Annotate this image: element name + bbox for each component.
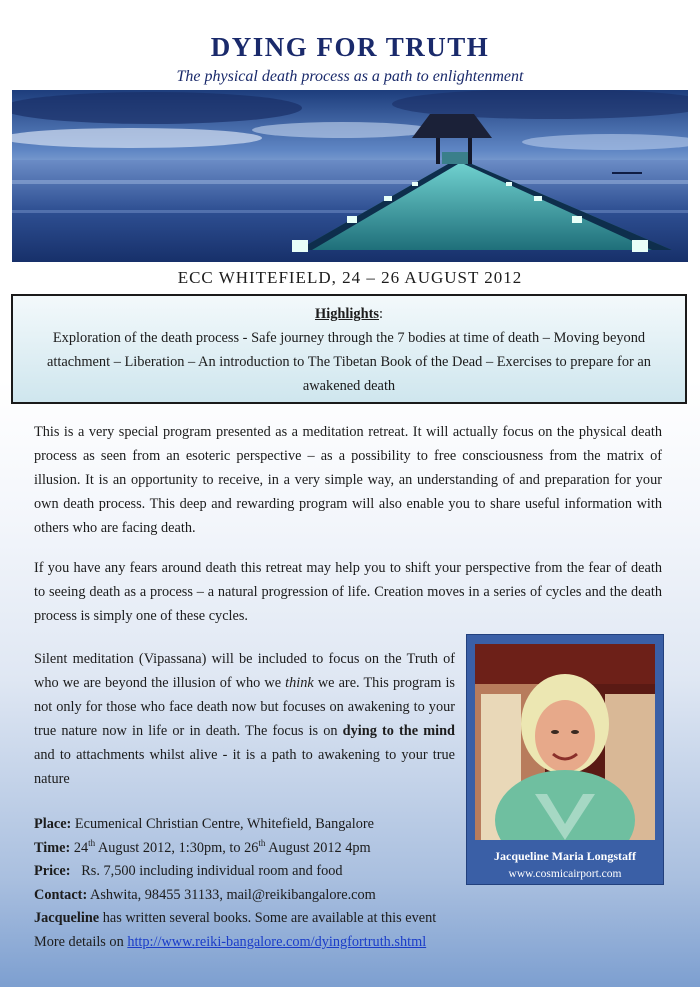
- fears-paragraph: If you have any fears around death this retreat may help you to shift your perspective from the fear of death to seeing death as a process – a natural progression of life. Creation moves in a series of cycles and the death process is simply one of these cycles.: [34, 560, 662, 624]
- highlights-box: [11, 294, 687, 404]
- page-title: DYING FOR TRUTH: [210, 32, 490, 62]
- highlights-heading: Highlights:: [315, 306, 383, 322]
- page-subtitle: The physical death process as a path to enlightenment: [176, 68, 524, 85]
- event-details: [34, 813, 464, 955]
- teacher-portrait-photo: [475, 644, 655, 840]
- intro-paragraph: This is a very special program presented as a meditation retreat. It will actually focus on the physical death process as seen from an esoteric perspective – as a possibility to free consciousness from the matrix of illusion. It is an opportunity to receive, in a very simple way, an understanding of and preparation for your own death process. This deep and rewarding program will also enable you to share useful information with others who are facing death.: [34, 424, 662, 536]
- books-row: Jacqueline has written several books. Some are available at this event: [34, 910, 437, 927]
- highlights-body: Exploration of the death process - Safe journey through the 7 bodies at time of death – Moving beyond attachment – Liberation – An introduction to The Tibetan Book of the Dead – Exercises to prepare for an awakened death: [47, 330, 651, 394]
- venue-date-line: ECC WHITEFIELD, 24 – 26 AUGUST 2012: [177, 268, 523, 287]
- more-details-link[interactable]: http://www.reiki-bangalore.com/dyingfortruth.shtml: [127, 933, 427, 950]
- place-row: Place: Ecumenical Christian Centre, Whitefield, Bangalore: [34, 816, 374, 832]
- teacher-photo-card: [466, 634, 664, 885]
- meditation-paragraph: Silent meditation (Vipassana) will be included to focus on the Truth of who we are beyond the illusion of who we think we are. This program is not only for those who face death now but focuses on awakening to your true nature now in life or in death. The focus is on dying to the mind and to attachments whilst alive - it is a path to awakening to your true nature: [34, 651, 455, 787]
- more-details-row: More details on http://www.reiki-bangalore.com/dyingfortruth.shtml: [34, 933, 427, 950]
- price-row: Price: Rs. 7,500 including individual room and food: [34, 863, 343, 880]
- hero-image-pier: [12, 90, 688, 262]
- time-row: Time: 24th August 2012, 1:30pm, to 26th August 2012 4pm: [34, 837, 371, 856]
- teacher-name: Jacqueline Maria Longstaff: [494, 849, 636, 863]
- contact-row: Contact: Ashwita, 98455 31133, mail@reikibangalore.com: [34, 886, 376, 903]
- teacher-website: www.cosmicairport.com: [508, 868, 622, 880]
